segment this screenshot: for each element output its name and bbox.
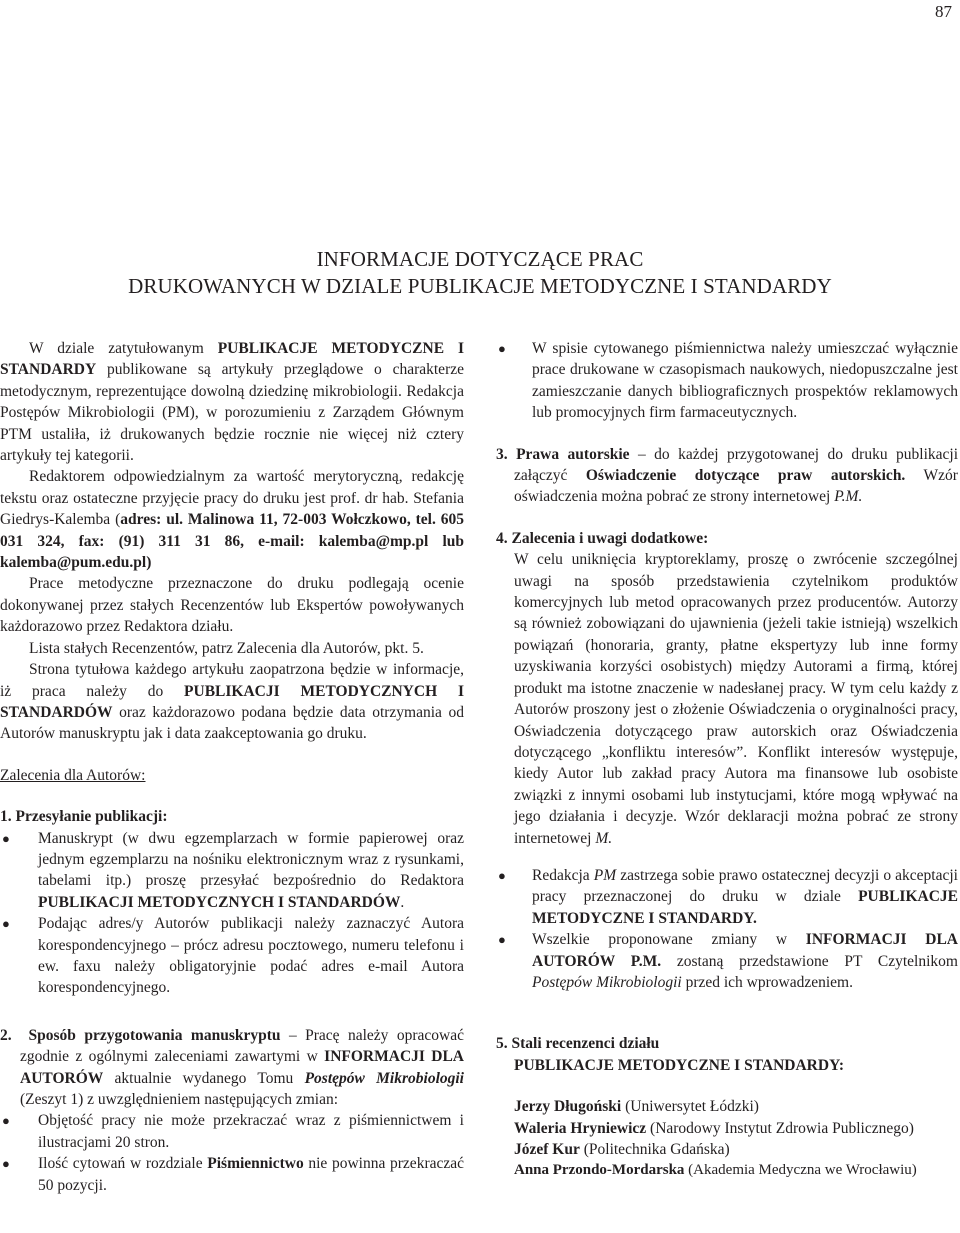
section-5-subtitle: PUBLIKACJE METODYCZNE I STANDARDY: (514, 1056, 844, 1074)
section-4-list (496, 865, 958, 993)
list-item: ● Podając adres/y Autorów publikacji należy zaznaczyć Autora korespondencyjnego – prócz adresu pocztowego, numeru telefonu i ew. faxu należy obligatoryjnie podać adres e-mail Autora korespondencyjnego. (2, 915, 464, 997)
bullet-icon: ● (2, 830, 10, 846)
recommendations-heading: Zalecenia dla Autorów: (0, 766, 146, 784)
section-2 (0, 1025, 464, 1196)
list-item: ● W spisie cytowanego piśmiennictwa należy umieszczać wyłącznie prace drukowane w czasopismach naukowych, niedopuszczalne jest zamieszczanie danych bibliograficznych prospektów reklamowych lub promocyjnych firm farmaceutycznych. (498, 340, 958, 422)
intro-paragraph-3: Prace metodyczne przeznaczone do druku podlegają ocenie dokonywanej przez stałych Recenzentów lub Ekspertów powoływanych każdorazowo przez Redaktora działu. (0, 575, 464, 636)
reviewer: Józef Kur (Politechnika Gdańska) (514, 1141, 730, 1158)
title-line-2: DRUKOWANYCH W DZIALE PUBLIKACJE METODYCZNE I STANDARDY (128, 274, 832, 298)
section-4-heading: 4. Zalecenia i uwagi dodatkowe: (496, 529, 709, 547)
section-2-list (0, 1110, 464, 1196)
list-item: ● Redakcja PM zastrzega sobie prawo ostatecznej decyzji o akceptacji pracy przeznaczonej do druku w dziale PUBLIKACJE METODYCZNE I STANDARDY. (498, 866, 958, 927)
section-3 (496, 444, 958, 508)
intro-paragraph-5: Strona tytułowa każdego artykułu zaopatrzona będzie w informacje, iż praca należy do PUBLIKACJI METODYCZNYCH I STANDARDÓW oraz każdorazowo podana będzie data otrzymania od Autorów manuskryptu jak i data zaakceptowania go druku. (0, 661, 464, 743)
section-3-text: 3. Prawa autorskie – do każdej przygotowanej do druku publikacji załączyć Oświadczenie dotyczące praw autorskich. Wzór oświadczenia można pobrać ze strony internetowej P.M. (496, 445, 959, 506)
section-4 (496, 528, 958, 994)
bullet-icon: ● (498, 341, 506, 356)
section-2-text: 2. Sposób przygotowania manuskryptu – Pracę należy opracować zgodnie z ogólnymi zaleceniami zawartymi w INFORMACJI DLA AUTORÓW aktualnie wydanego Tomu Postępów Mikrobiologii (Zeszyt 1) z uwzględnieniem następujących zmian: (0, 1026, 465, 1108)
list-item: ● Ilość cytowań w rozdziale Piśmiennictwo nie powinna przekraczać 50 pozycji. (2, 1155, 464, 1194)
reviewer: Jerzy Długoński (Uniwersytet Łódzki) (514, 1098, 759, 1116)
bullet-icon: ● (498, 932, 506, 948)
list-item: ● Wszelkie proponowane zmiany w INFORMACJI DLA AUTORÓW P.M. zostaną przedstawione PT Czytelnikom Postępów Mikrobiologii przed ich wprowadzeniem. (498, 931, 959, 991)
references-list (496, 338, 958, 424)
bullet-icon: ● (2, 916, 10, 932)
bullet-icon: ● (498, 867, 506, 883)
section-4-body: W celu uniknięcia kryptoreklamy, proszę o zwrócenie szczególnej uwagi na sposób przedstawienia czytelnikom produktów komercyjnych lub metod opracowanych przez producentów. Autorzy są również zobowiązani do ujawnienia (jeżeli takie istnieją) wszelkich powiązań (honoraria, granty, płatne ekspertyzy lub inne formy uzyskiwania korzyści osobistych) między Autorami a firmą, której produkt ma istotne znaczenie w nadesłanej pracy. W tym celu każdy z Autorów proszony jest o złożenie Oświadczenia o oryginalności pracy, Oświadczenia dotyczącego praw autorskich oraz Oświadczenia dotyczącego „konfliktu interesów”. Konflikt interesów występuje, kiedy Autor lub zakład pracy Autora ma finansowe lub osobiste związki z innymi osobami lub instytucjami, które mogą wpływać na jego działania i decyzje. Wzór deklaracji można pobrać ze strony internetowej M. (514, 551, 958, 847)
page-number: 87 (935, 2, 952, 21)
reviewer: Anna Przondo-Mordarska (Akademia Medyczna we Wrocławiu) (514, 1162, 917, 1179)
left-column (0, 338, 464, 1196)
bullet-icon: ● (2, 1113, 10, 1129)
section-1-heading: 1. Przesyłanie publikacji: (0, 808, 168, 826)
page-title (0, 246, 960, 300)
intro-paragraph-4: Lista stałych Recenzentów, patrz Zalecenia dla Autorów, pkt. 5. (29, 639, 424, 657)
intro-paragraph-2: Redaktorem odpowiedzialnym za wartość merytoryczną, redakcję tekstu oraz ostateczne przyjęcie pracy do druku jest prof. dr hab. Stefania Giedrys-Kalemba (adres: ul. Malinowa 11, 72-003 Wołczkowo, tel. 605 031 324, fax: (91) 311 31 86, e-mail: kalemba@mp.pl lub kalemba@pum.edu.pl) (0, 468, 464, 572)
section-1-list (0, 828, 464, 999)
section-5 (496, 1033, 958, 1181)
title-line-1: INFORMACJE DOTYCZĄCE PRAC (316, 247, 644, 271)
section-1 (0, 806, 464, 999)
right-column (496, 338, 958, 1182)
section-5-heading: 5. Stali recenzenci działu (496, 1035, 660, 1053)
list-item: ● Objętość pracy nie może przekraczać wraz z piśmiennictwem i ilustracjami 20 stron. (2, 1112, 464, 1151)
reviewers-list (496, 1096, 958, 1182)
intro-paragraph-1: W dziale zatytułowanym PUBLIKACJE METODYCZNE I STANDARDY publikowane są artykuły przeglądowe o charakterze metodycznym, reprezentujące dowolną dziedzinę mikrobiologii. Redakcja Postępów Mikrobiologii (PM), w porozumieniu z Zarządem Głównym PTM ustaliła, iż drukowanych będzie rocznie nie więcej niż cztery artykuły tej kategorii. (0, 340, 464, 465)
reviewer: Waleria Hryniewicz (Narodowy Instytut Zdrowia Publicznego) (514, 1119, 914, 1137)
bullet-icon: ● (2, 1156, 10, 1172)
list-item: ● Manuskrypt (w dwu egzemplarzach w formie papierowej oraz jednym egzemplarzu na nośniku elektronicznym wraz z rysunkami, tabelami itp.) proszę przesyłać bezpośrednio do Redaktora PUBLIKACJI METODYCZNYCH I STANDARDÓW. (2, 829, 464, 911)
